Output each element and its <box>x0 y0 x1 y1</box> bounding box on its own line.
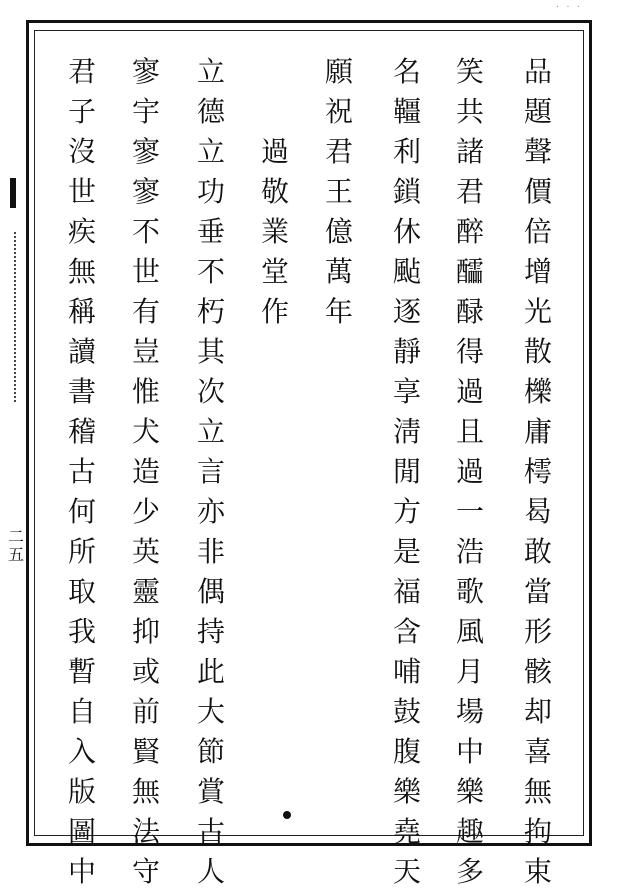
glyph: 拘 <box>523 815 552 848</box>
glyph: 寥 <box>131 55 160 88</box>
glyph: 過 <box>455 455 484 488</box>
glyph: 樂 <box>455 775 484 808</box>
center-dot-mark <box>283 811 291 819</box>
glyph: 利 <box>392 135 421 168</box>
glyph: 非 <box>196 535 225 568</box>
glyph: 韁 <box>392 95 421 128</box>
glyph: 敬 <box>260 175 289 208</box>
glyph: 不 <box>196 255 225 288</box>
glyph: 喜 <box>523 735 552 768</box>
glyph: 哺 <box>392 655 421 688</box>
glyph: 次 <box>196 375 225 408</box>
glyph: 無 <box>67 255 96 288</box>
text-col-2 <box>450 52 490 892</box>
glyph: 多 <box>455 855 484 888</box>
glyph: 言 <box>196 455 225 488</box>
glyph: 過 <box>260 135 289 168</box>
glyph: 圖 <box>67 815 96 848</box>
glyph: 所 <box>67 535 96 568</box>
glyph: 醉 <box>455 215 484 248</box>
glyph: 歌 <box>455 575 484 608</box>
glyph: 世 <box>131 255 160 288</box>
margin-dotted-line <box>14 232 18 402</box>
glyph: 大 <box>196 695 225 728</box>
glyph: 君 <box>324 135 353 168</box>
glyph: 法 <box>131 815 160 848</box>
glyph: 趣 <box>455 815 484 848</box>
glyph: 當 <box>523 575 552 608</box>
glyph: 共 <box>455 95 484 128</box>
glyph: 書 <box>67 375 96 408</box>
text-col-8 <box>62 52 102 892</box>
glyph: 堯 <box>392 815 421 848</box>
glyph: 束 <box>523 855 552 888</box>
glyph: 月 <box>455 655 484 688</box>
glyph: 入 <box>67 735 96 768</box>
glyph: 世 <box>67 175 96 208</box>
glyph: 暫 <box>67 655 96 688</box>
glyph: 鼓 <box>392 695 421 728</box>
glyph: 得 <box>455 335 484 368</box>
glyph: 聲 <box>523 135 552 168</box>
glyph: 享 <box>392 375 421 408</box>
glyph: 德 <box>196 95 225 128</box>
text-col-4 <box>319 52 359 332</box>
glyph: 無 <box>131 775 160 808</box>
glyph: 諸 <box>455 135 484 168</box>
glyph: 垂 <box>196 215 225 248</box>
glyph: 賞 <box>196 775 225 808</box>
glyph: 醁 <box>455 295 484 328</box>
glyph: 倍 <box>523 215 552 248</box>
glyph: 骸 <box>523 655 552 688</box>
glyph: 其 <box>196 335 225 368</box>
glyph: 豈 <box>131 335 160 368</box>
page-border-inner <box>34 30 584 836</box>
glyph: 前 <box>131 695 160 728</box>
glyph: 價 <box>523 175 552 208</box>
glyph: 福 <box>392 575 421 608</box>
glyph: 笑 <box>455 55 484 88</box>
glyph: 過 <box>455 375 484 408</box>
glyph: 願 <box>324 55 353 88</box>
glyph: 賢 <box>131 735 160 768</box>
glyph: 寥 <box>131 135 160 168</box>
glyph: 却 <box>523 695 552 728</box>
glyph: 君 <box>67 55 96 88</box>
text-col-1 <box>518 52 558 892</box>
glyph: 天 <box>392 855 421 888</box>
margin-bar-mark <box>10 178 16 208</box>
glyph: 淸 <box>392 415 421 448</box>
glyph: 少 <box>131 495 160 528</box>
glyph: 偶 <box>196 575 225 608</box>
glyph: 古 <box>196 815 225 848</box>
glyph: 立 <box>196 135 225 168</box>
glyph: 名 <box>392 55 421 88</box>
glyph: 中 <box>455 735 484 768</box>
glyph: 形 <box>523 615 552 648</box>
glyph: 一 <box>455 495 484 528</box>
glyph: 靜 <box>392 335 421 368</box>
glyph: 浩 <box>455 535 484 568</box>
glyph: 稽 <box>67 415 96 448</box>
glyph: 中 <box>67 855 96 888</box>
glyph: 朽 <box>196 295 225 328</box>
glyph: 人 <box>196 855 225 888</box>
glyph: 年 <box>324 295 353 328</box>
glyph: 王 <box>324 175 353 208</box>
glyph: 光 <box>523 295 552 328</box>
glyph: 持 <box>196 615 225 648</box>
glyph: 含 <box>392 615 421 648</box>
corner-speck: · · · <box>556 2 582 13</box>
glyph: 作 <box>260 295 289 328</box>
glyph: 子 <box>67 95 96 128</box>
glyph: 樂 <box>392 775 421 808</box>
text-col-7 <box>126 52 166 892</box>
glyph: 古 <box>67 455 96 488</box>
glyph: 犬 <box>131 415 160 448</box>
glyph: 庸 <box>523 415 552 448</box>
glyph: 颭 <box>392 255 421 288</box>
glyph: 此 <box>196 655 225 688</box>
glyph: 且 <box>455 415 484 448</box>
glyph: 取 <box>67 575 96 608</box>
glyph: 不 <box>131 215 160 248</box>
text-col-6 <box>191 52 231 892</box>
glyph: 英 <box>131 535 160 568</box>
glyph: 敢 <box>523 535 552 568</box>
glyph: 我 <box>67 615 96 648</box>
text-col-3 <box>387 52 427 892</box>
glyph: 祝 <box>324 95 353 128</box>
glyph: 萬 <box>324 255 353 288</box>
glyph: 靈 <box>131 575 160 608</box>
glyph: 樗 <box>523 455 552 488</box>
glyph: 休 <box>392 215 421 248</box>
glyph: 增 <box>523 255 552 288</box>
glyph: 億 <box>324 215 353 248</box>
glyph: 守 <box>131 855 160 888</box>
glyph: 散 <box>523 335 552 368</box>
glyph: 櫟 <box>523 375 552 408</box>
glyph: 有 <box>131 295 160 328</box>
glyph: 是 <box>392 535 421 568</box>
glyph: 自 <box>67 695 96 728</box>
glyph: 立 <box>196 415 225 448</box>
glyph: 題 <box>523 95 552 128</box>
glyph: 君 <box>455 175 484 208</box>
glyph: 或 <box>131 655 160 688</box>
glyph: 抑 <box>131 615 160 648</box>
glyph: 立 <box>196 55 225 88</box>
glyph: 沒 <box>67 135 96 168</box>
glyph: 業 <box>260 215 289 248</box>
glyph: 節 <box>196 735 225 768</box>
glyph: 曷 <box>523 495 552 528</box>
glyph: 品 <box>523 55 552 88</box>
glyph: 腹 <box>392 735 421 768</box>
glyph: 無 <box>523 775 552 808</box>
glyph: 亦 <box>196 495 225 528</box>
glyph: 功 <box>196 175 225 208</box>
glyph: 場 <box>455 695 484 728</box>
glyph: 疾 <box>67 215 96 248</box>
glyph: 鎖 <box>392 175 421 208</box>
glyph: 逐 <box>392 295 421 328</box>
text-col-5 <box>255 132 295 332</box>
glyph: 讀 <box>67 335 96 368</box>
glyph: 閒 <box>392 455 421 488</box>
glyph: 造 <box>131 455 160 488</box>
glyph: 方 <box>392 495 421 528</box>
glyph: 何 <box>67 495 96 528</box>
glyph: 惟 <box>131 375 160 408</box>
glyph: 版 <box>67 775 96 808</box>
glyph: 風 <box>455 615 484 648</box>
glyph: 宇 <box>131 95 160 128</box>
glyph: 醽 <box>455 255 484 288</box>
page-folio-number: 二五 <box>7 527 24 564</box>
glyph: 堂 <box>260 255 289 288</box>
glyph: 稱 <box>67 295 96 328</box>
glyph: 寥 <box>131 175 160 208</box>
